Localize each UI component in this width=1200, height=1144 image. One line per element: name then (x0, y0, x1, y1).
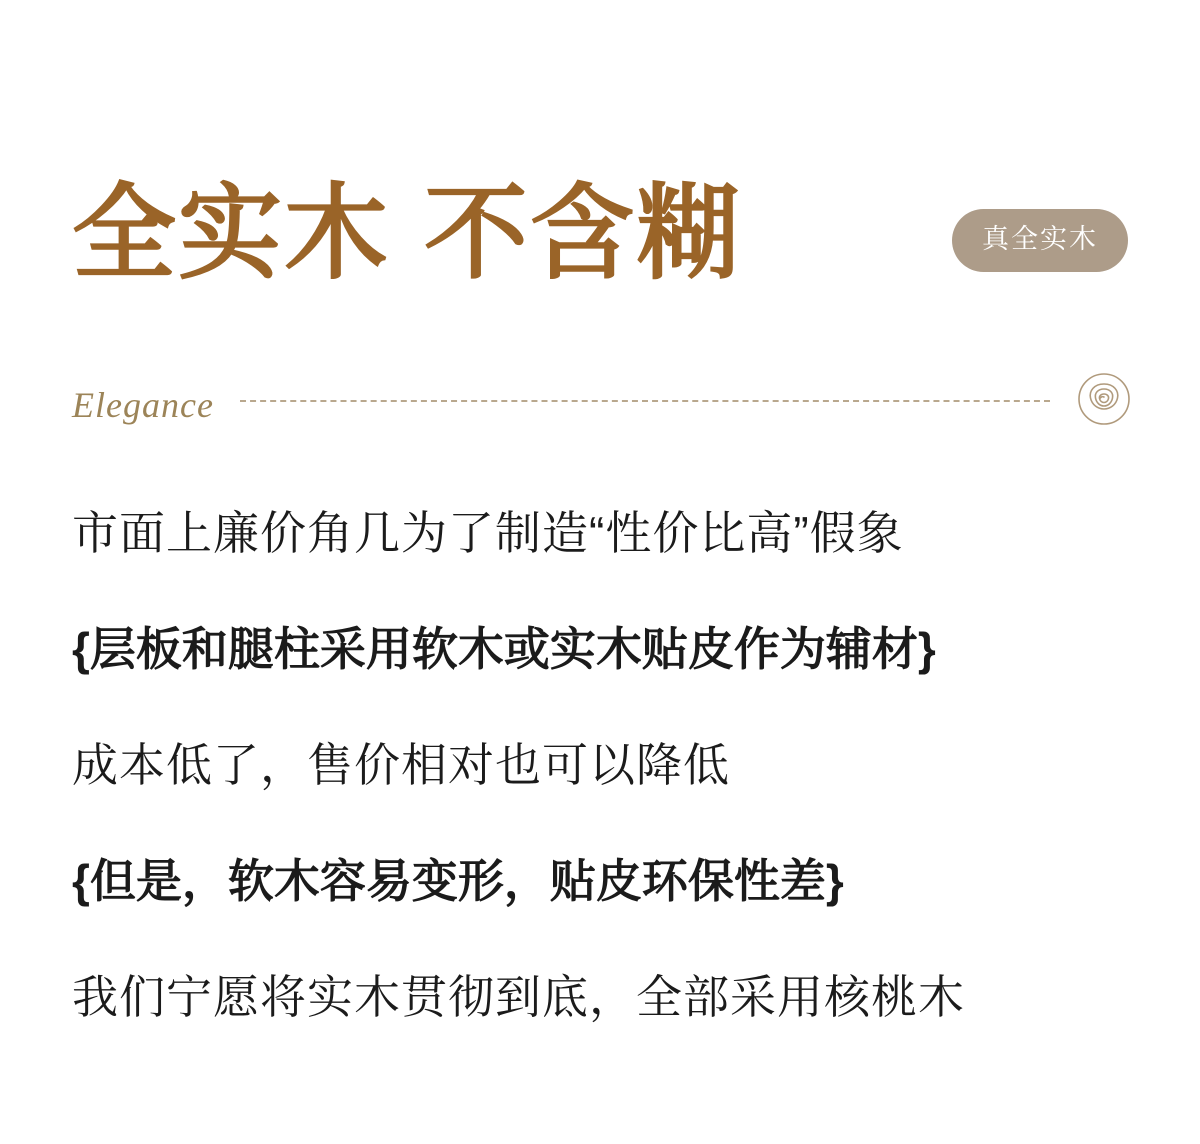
status-badge: 真全实木 (952, 209, 1128, 272)
script-label: Elegance (72, 385, 214, 425)
dashed-rule (240, 400, 1050, 402)
page-title-part2: 不含糊 (424, 176, 743, 292)
page-title-part1: 全实木 (72, 176, 391, 292)
body-copy (72, 505, 1132, 1026)
rose-icon (1076, 371, 1132, 427)
body-line-2: {层板和腿柱采用软木或实木贴皮作为辅材} (72, 623, 936, 676)
body-line-5: 我们宁愿将实木贯彻到底，全部采用核桃木 (72, 971, 965, 1024)
body-line-3: 成本低了，售价相对也可以降低 (72, 739, 730, 792)
body-line-4: {但是，软木容易变形，贴皮环保性差} (72, 855, 844, 908)
page-title (72, 177, 742, 293)
header (72, 150, 1128, 320)
divider (72, 368, 1132, 430)
body-line-1: 市面上廉价角几为了制造“性价比高”假象 (72, 507, 904, 559)
